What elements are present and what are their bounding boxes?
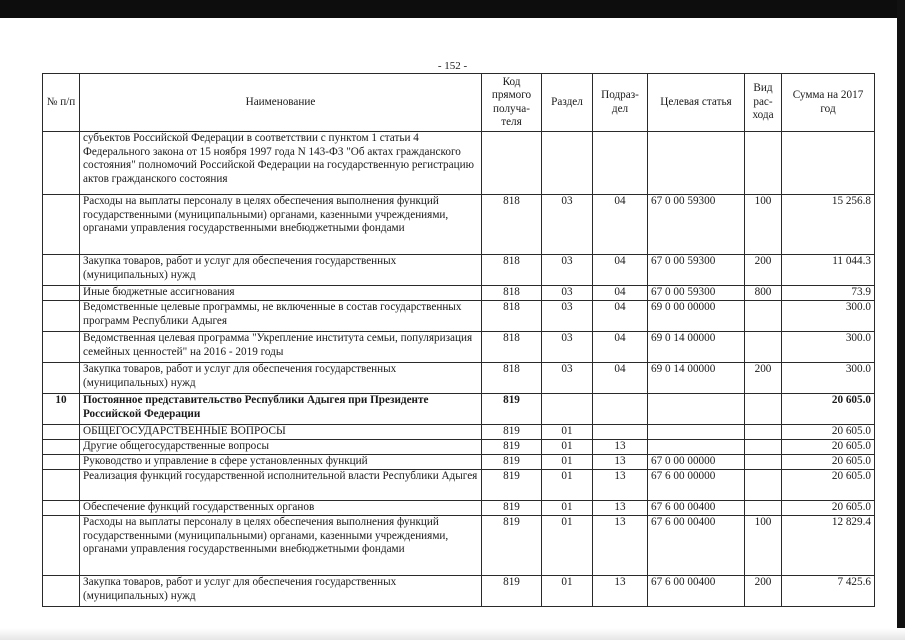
header-section: Раздел [542,74,593,132]
cell-sum: 20 605.0 [782,440,875,455]
cell-subsection: 13 [593,440,648,455]
cell-section: 01 [542,501,593,516]
table-row [43,286,875,301]
cell-num [43,501,80,516]
cell-subsection: 04 [593,332,648,363]
header-target: Целевая статья [648,74,745,132]
cell-num [43,132,80,195]
cell-target: 67 6 00 00400 [648,576,745,607]
cell-subsection: 04 [593,301,648,332]
table-row [43,576,875,607]
cell-section: 01 [542,455,593,470]
cell-sum: 300.0 [782,301,875,332]
cell-vid [745,455,782,470]
cell-sum: 20 605.0 [782,470,875,501]
cell-target: 67 0 00 00000 [648,455,745,470]
cell-name: Иные бюджетные ассигнования [80,286,482,301]
table-row [43,332,875,363]
cell-name: Расходы на выплаты персоналу в целях обеспечения выполнения функций государственными (муниципальными) органами, казенными учреждениями, органами управления государственными внебюджетными фондами [80,516,482,576]
cell-vid [745,394,782,425]
header-name: Наименование [80,74,482,132]
cell-target: 69 0 00 00000 [648,301,745,332]
table-row [43,363,875,394]
cell-section: 01 [542,576,593,607]
cell-section: 01 [542,516,593,576]
cell-code: 818 [482,255,542,286]
cell-section: 03 [542,332,593,363]
cell-sum: 20 605.0 [782,455,875,470]
cell-name: Закупка товаров, работ и услуг для обеспечения государственных (муниципальных) нужд [80,255,482,286]
cell-subsection: 13 [593,501,648,516]
table-row [43,516,875,576]
cell-vid: 200 [745,576,782,607]
cell-subsection: 13 [593,455,648,470]
cell-num [43,301,80,332]
scan-bottom-shade [0,628,905,640]
cell-name: Ведомственные целевые программы, не включенные в состав государственных программ Республики Адыгея [80,301,482,332]
cell-section: 03 [542,195,593,255]
cell-sum: 20 605.0 [782,501,875,516]
cell-sum: 11 044.3 [782,255,875,286]
cell-code: 818 [482,286,542,301]
cell-target: 67 0 00 59300 [648,195,745,255]
header-vid: Вид рас-хода [745,74,782,132]
cell-sum: 7 425.6 [782,576,875,607]
cell-sum: 20 605.0 [782,394,875,425]
cell-target [648,440,745,455]
cell-subsection [593,394,648,425]
cell-section: 01 [542,425,593,440]
cell-sum: 300.0 [782,332,875,363]
cell-num [43,455,80,470]
cell-code: 819 [482,394,542,425]
cell-subsection: 04 [593,195,648,255]
page-number: - 152 - [437,60,468,72]
cell-section: 03 [542,255,593,286]
cell-num [43,470,80,501]
cell-target: 67 6 00 00000 [648,470,745,501]
cell-target: 67 0 00 59300 [648,286,745,301]
cell-sum: 20 605.0 [782,425,875,440]
cell-vid [745,440,782,455]
cell-num [43,576,80,607]
table-row [43,394,875,425]
cell-name: Реализация функций государственной исполнительной власти Республики Адыгея [80,470,482,501]
header-code: Код прямого получа-теля [482,74,542,132]
cell-subsection: 04 [593,255,648,286]
cell-vid [745,501,782,516]
cell-target [648,394,745,425]
cell-name: Закупка товаров, работ и услуг для обеспечения государственных (муниципальных) нужд [80,576,482,607]
cell-vid: 100 [745,516,782,576]
cell-section: 03 [542,363,593,394]
cell-section [542,132,593,195]
cell-num [43,516,80,576]
cell-code [482,132,542,195]
table-body [43,132,875,607]
cell-subsection: 13 [593,470,648,501]
cell-target [648,425,745,440]
cell-name: Постоянное представительство Республики Адыгея при Президенте Российской Федерации [80,394,482,425]
cell-target: 69 0 14 00000 [648,332,745,363]
table-row [43,425,875,440]
cell-name: Ведомственная целевая программа "Укрепление института семьи, популяризация семейных ценностей" на 2016 - 2019 годы [80,332,482,363]
header-row [43,74,875,132]
budget-table [42,73,875,607]
cell-num [43,363,80,394]
cell-code: 819 [482,440,542,455]
cell-code: 818 [482,363,542,394]
cell-section [542,394,593,425]
cell-num [43,440,80,455]
cell-section: 03 [542,286,593,301]
cell-section: 01 [542,440,593,455]
cell-num [43,332,80,363]
table-row [43,255,875,286]
cell-vid [745,332,782,363]
cell-code: 819 [482,425,542,440]
table-row [43,501,875,516]
cell-name: субъектов Российской Федерации в соответствии с пунктом 1 статьи 4 Федерального закона от 15 ноября 1997 года N 143-ФЗ "Об актах гражданского состояния" полномочий Российской Федерации на государственную регистрацию актов гражданского состояния [80,132,482,195]
cell-name: Расходы на выплаты персоналу в целях обеспечения выполнения функций государственными (муниципальными) органами, казенными учреждениями, органами управления государственными внебюджетными фондами [80,195,482,255]
scan-top-border [0,0,905,18]
cell-subsection: 13 [593,516,648,576]
cell-name: Обеспечение функций государственных органов [80,501,482,516]
cell-code: 819 [482,470,542,501]
cell-sum [782,132,875,195]
cell-code: 818 [482,195,542,255]
cell-vid [745,132,782,195]
table-row [43,455,875,470]
cell-vid: 200 [745,255,782,286]
cell-code: 818 [482,301,542,332]
cell-code: 819 [482,455,542,470]
cell-code: 819 [482,501,542,516]
table-row [43,440,875,455]
cell-sum: 15 256.8 [782,195,875,255]
cell-num [43,425,80,440]
cell-sum: 73.9 [782,286,875,301]
cell-subsection [593,425,648,440]
cell-vid [745,470,782,501]
cell-subsection: 13 [593,576,648,607]
cell-target: 69 0 14 00000 [648,363,745,394]
table-row [43,470,875,501]
cell-section: 01 [542,470,593,501]
cell-target [648,132,745,195]
cell-vid: 200 [745,363,782,394]
cell-num: 10 [43,394,80,425]
cell-target: 67 0 00 59300 [648,255,745,286]
cell-target: 67 6 00 00400 [648,501,745,516]
scan-right-border [897,0,905,640]
cell-name: Руководство и управление в сфере установленных функций [80,455,482,470]
cell-name: Другие общегосударственные вопросы [80,440,482,455]
cell-vid: 800 [745,286,782,301]
header-subsection: Подраз-дел [593,74,648,132]
cell-section: 03 [542,301,593,332]
table-row [43,132,875,195]
header-sum: Сумма на 2017 год [782,74,875,132]
cell-code: 818 [482,332,542,363]
cell-name: Закупка товаров, работ и услуг для обеспечения государственных (муниципальных) нужд [80,363,482,394]
cell-num [43,286,80,301]
cell-vid [745,425,782,440]
cell-name: ОБЩЕГОСУДАРСТВЕННЫЕ ВОПРОСЫ [80,425,482,440]
cell-subsection [593,132,648,195]
cell-vid: 100 [745,195,782,255]
cell-num [43,195,80,255]
cell-sum: 12 829.4 [782,516,875,576]
cell-code: 819 [482,516,542,576]
cell-vid [745,301,782,332]
table-row [43,301,875,332]
table-row [43,195,875,255]
cell-subsection: 04 [593,286,648,301]
cell-target: 67 6 00 00400 [648,516,745,576]
header-num: № п/п [43,74,80,132]
cell-num [43,255,80,286]
cell-subsection: 04 [593,363,648,394]
cell-code: 819 [482,576,542,607]
cell-sum: 300.0 [782,363,875,394]
